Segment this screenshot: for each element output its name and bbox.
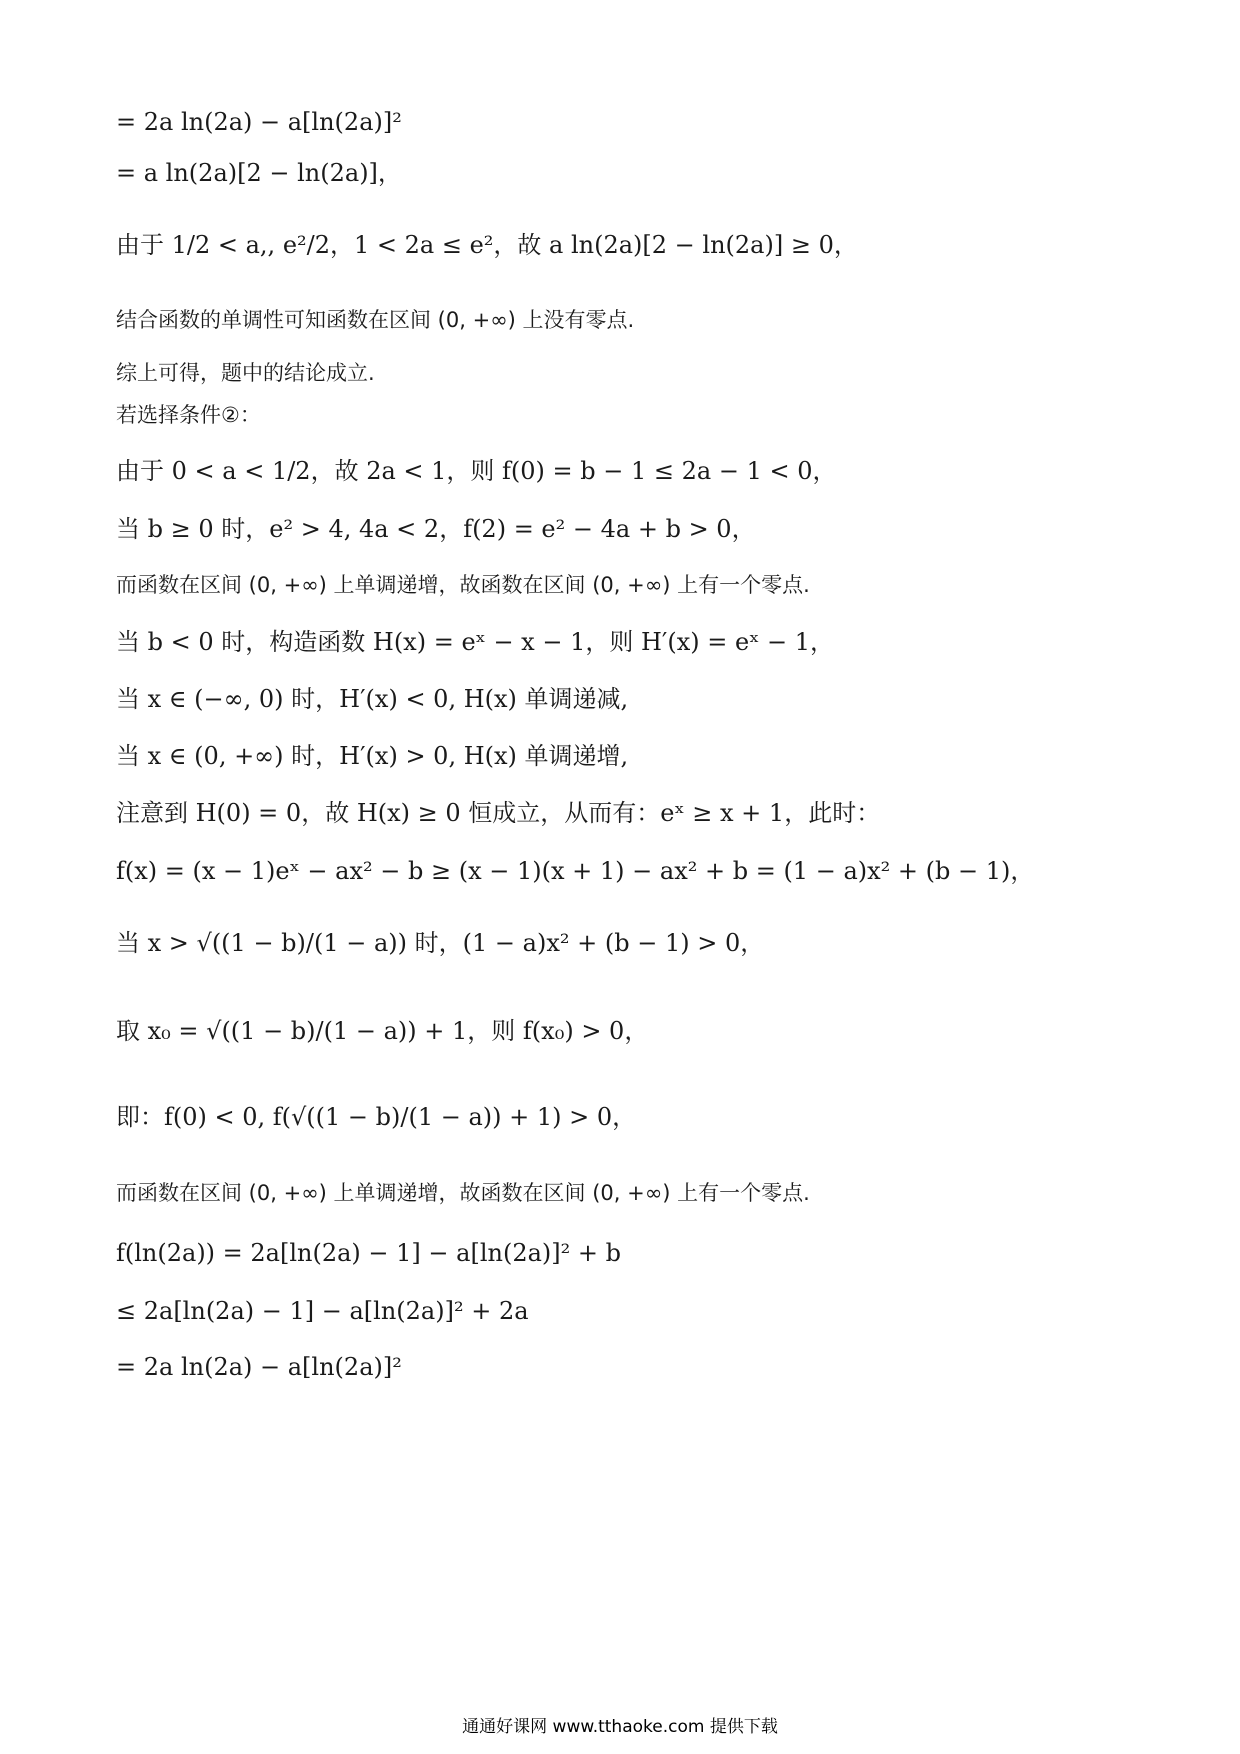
text-line-8: 当 b ≥ 0 时，e² > 4, 4a < 2，f(2) = e² − 4a + b > 0， <box>116 515 756 543</box>
math-line-20: ≤ 2a[ln(2a) − 1] − a[ln(2a)]² + 2a <box>116 1297 529 1325</box>
text-line-4: 结合函数的单调性可知函数在区间 (0, +∞) 上没有零点. <box>116 308 635 332</box>
text-line-15: 当 x > √((1 − b)/(1 − a)) 时，(1 − a)x² + (b − 1) > 0， <box>116 929 765 957</box>
text-line-18: 而函数在区间 (0, +∞) 上单调递增，故函数在区间 (0, +∞) 上有一个零点. <box>116 1181 810 1205</box>
text-line-9: 而函数在区间 (0, +∞) 上单调递增，故函数在区间 (0, +∞) 上有一个零点. <box>116 573 810 597</box>
math-line-14: f(x) = (x − 1)eˣ − ax² − b ≥ (x − 1)(x + 1) − ax² + b = (1 − a)x² + (b − 1)， <box>116 857 1035 885</box>
text-line-5: 综上可得，题中的结论成立. <box>116 361 375 385</box>
text-line-13: 注意到 H(0) = 0，故 H(x) ≥ 0 恒成立，从而有：eˣ ≥ x + 1，此时： <box>116 799 881 827</box>
text-line-12: 当 x ∈ (0, +∞) 时，H′(x) > 0, H(x) 单调递增, <box>116 742 629 770</box>
text-line-17: 即：f(0) < 0, f(√((1 − b)/(1 − a)) + 1) > 0， <box>116 1103 637 1131</box>
math-line-19: f(ln(2a)) = 2a[ln(2a) − 1] − a[ln(2a)]² + b <box>116 1239 621 1267</box>
text-line-3: 由于 1/2 < a,, e²/2，1 < 2a ≤ e²，故 a ln(2a)[2 − ln(2a)] ≥ 0， <box>116 231 858 259</box>
text-line-7: 由于 0 < a < 1/2，故 2a < 1，则 f(0) = b − 1 ≤ 2a − 1 < 0， <box>116 457 837 485</box>
math-line-2: = a ln(2a)[2 − ln(2a)]， <box>116 159 402 187</box>
text-line-16: 取 x₀ = √((1 − b)/(1 − a)) + 1，则 f(x₀) > 0， <box>116 1017 649 1045</box>
footer-watermark: 通通好课网 www.tthaoke.com 提供下载 <box>462 1717 778 1737</box>
text-line-11: 当 x ∈ (−∞, 0) 时，H′(x) < 0, H(x) 单调递减, <box>116 685 629 713</box>
math-line-1: = 2a ln(2a) − a[ln(2a)]² <box>116 108 402 136</box>
text-line-10: 当 b < 0 时，构造函数 H(x) = eˣ − x − 1，则 H′(x) = eˣ − 1， <box>116 628 835 656</box>
math-line-21: = 2a ln(2a) − a[ln(2a)]² <box>116 1353 402 1381</box>
text-line-6: 若选择条件②： <box>116 403 261 427</box>
